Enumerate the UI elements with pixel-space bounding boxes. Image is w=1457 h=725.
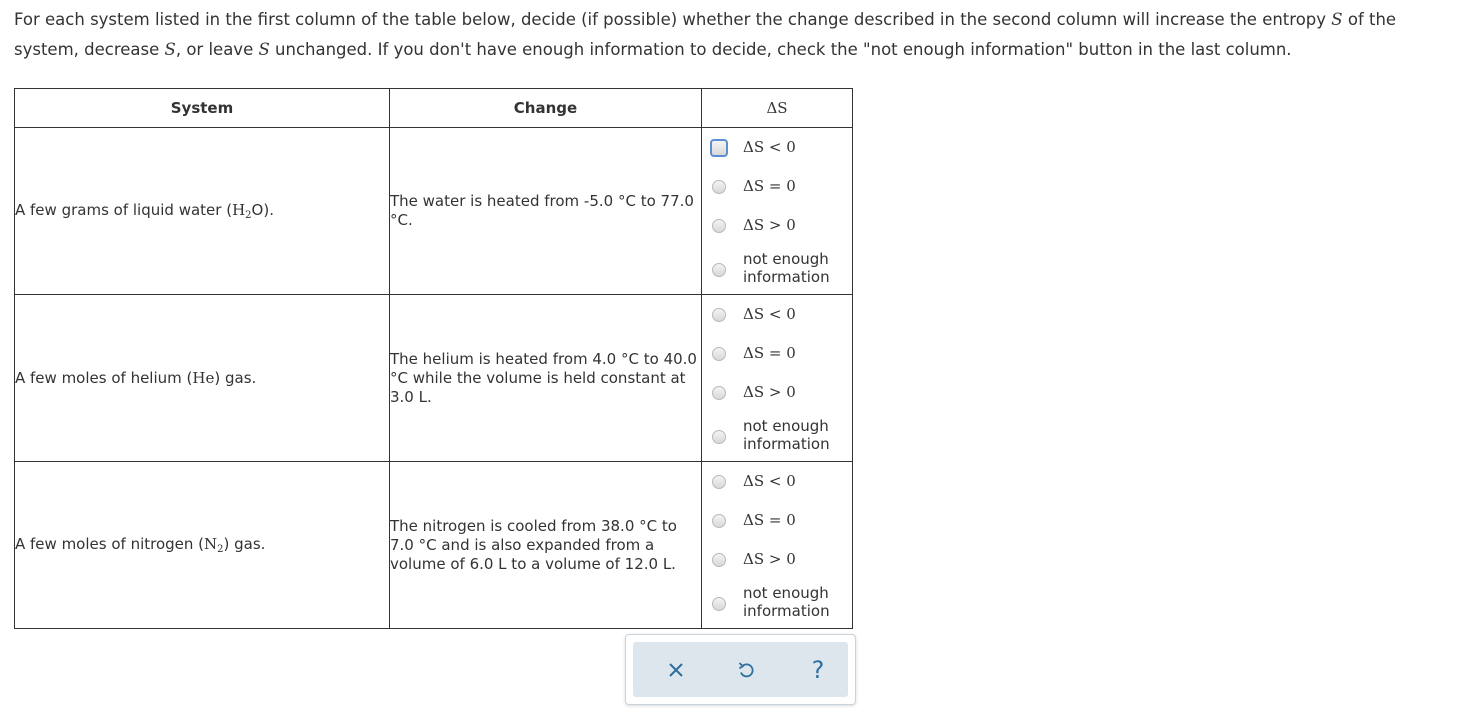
instructions-text: , or leave (175, 40, 254, 59)
change-text: The helium is heated from 4.0 °C to 40.0 °C while the volume is held constant at 3.0 L. (390, 349, 697, 406)
delta-s-option[interactable] (702, 128, 852, 167)
clear-button[interactable] (659, 654, 693, 686)
option-label: ΔS > 0 (743, 216, 796, 234)
radio-button[interactable] (712, 180, 726, 194)
undo-button[interactable] (729, 654, 763, 686)
change-cell (390, 128, 702, 295)
table-row (15, 128, 853, 295)
close-icon (667, 661, 685, 679)
system-text: ) gas. (214, 369, 257, 387)
radio-button[interactable] (712, 597, 726, 611)
delta-s-options (702, 128, 853, 295)
entropy-symbol: S (258, 40, 270, 59)
help-icon: ? (811, 656, 825, 684)
option-label: not enough information (743, 417, 830, 453)
delta-s-options (702, 462, 853, 629)
option-label: ΔS < 0 (743, 472, 796, 490)
system-text: A few moles of helium ( (15, 369, 193, 387)
delta-s-options (702, 295, 853, 462)
delta-s-option[interactable] (702, 540, 852, 579)
delta-s-option[interactable] (702, 373, 852, 412)
option-label: ΔS > 0 (743, 383, 796, 401)
radio-button[interactable] (712, 386, 726, 400)
instructions (14, 5, 1449, 65)
chemical-formula: O (251, 201, 264, 219)
delta-s-option[interactable] (702, 501, 852, 540)
system-text: A few moles of nitrogen ( (15, 535, 205, 553)
option-label: ΔS = 0 (743, 511, 796, 529)
entropy-symbol: S (1331, 10, 1343, 29)
help-button[interactable] (801, 654, 835, 686)
instructions-text: of the system, decrease (14, 10, 1397, 59)
option-label: ΔS < 0 (743, 305, 796, 323)
table-row (15, 462, 853, 629)
instructions-text: For each system listed in the first column of the table below, decide (if possible) whether the change described in the second column will increase the entropy (14, 10, 1327, 29)
delta-s-option[interactable] (702, 462, 852, 501)
instructions-text: unchanged. If you don't have enough information to decide, check the "not enough information" button in the last column. (275, 40, 1292, 59)
answer-toolbar (625, 634, 856, 705)
delta-s-option[interactable] (702, 334, 852, 373)
radio-button[interactable] (712, 308, 726, 322)
entropy-symbol: S (164, 40, 176, 59)
radio-button[interactable] (712, 475, 726, 489)
delta-s-option[interactable] (702, 295, 852, 334)
chemical-formula: N (204, 535, 218, 553)
radio-button[interactable] (712, 263, 726, 277)
system-text: ) gas. (223, 535, 266, 553)
system-cell (15, 128, 390, 295)
change-text: The water is heated from -5.0 °C to 77.0 °C. (390, 192, 694, 229)
header-delta-s: ΔS (702, 89, 853, 128)
option-label: ΔS < 0 (743, 138, 796, 156)
system-text: ). (263, 201, 274, 219)
option-label: not enough information (743, 584, 830, 620)
radio-button[interactable] (712, 219, 726, 233)
change-cell (390, 295, 702, 462)
radio-button[interactable] (712, 430, 726, 444)
system-cell (15, 295, 390, 462)
radio-button[interactable] (712, 514, 726, 528)
header-system: System (15, 89, 390, 128)
undo-icon (736, 660, 756, 680)
radio-button[interactable] (712, 347, 726, 361)
delta-s-option[interactable] (702, 412, 852, 460)
table-header-row (15, 89, 853, 128)
delta-s-option[interactable] (702, 206, 852, 245)
option-label: not enough information (743, 250, 830, 286)
header-change: Change (390, 89, 702, 128)
system-text: A few grams of liquid water ( (15, 201, 233, 219)
option-label: ΔS = 0 (743, 344, 796, 362)
delta-s-option[interactable] (702, 245, 852, 293)
delta-s-option[interactable] (702, 167, 852, 206)
option-label: ΔS > 0 (743, 550, 796, 568)
chemical-formula: He (192, 369, 215, 387)
chemical-formula: H (232, 201, 246, 219)
formula-subscript: 2 (217, 544, 224, 555)
system-cell (15, 462, 390, 629)
delta-s-option[interactable] (702, 579, 852, 627)
radio-button[interactable] (712, 553, 726, 567)
option-label: ΔS = 0 (743, 177, 796, 195)
change-text: The nitrogen is cooled from 38.0 °C to 7.0 °C and is also expanded from a volume of 6.0 L to a volume of 12.0 L. (390, 516, 677, 573)
toolbar-panel (633, 642, 848, 697)
formula-subscript: 2 (245, 210, 252, 221)
change-cell (390, 462, 702, 629)
table-row (15, 295, 853, 462)
entropy-table (14, 88, 853, 629)
radio-button[interactable] (710, 139, 728, 157)
